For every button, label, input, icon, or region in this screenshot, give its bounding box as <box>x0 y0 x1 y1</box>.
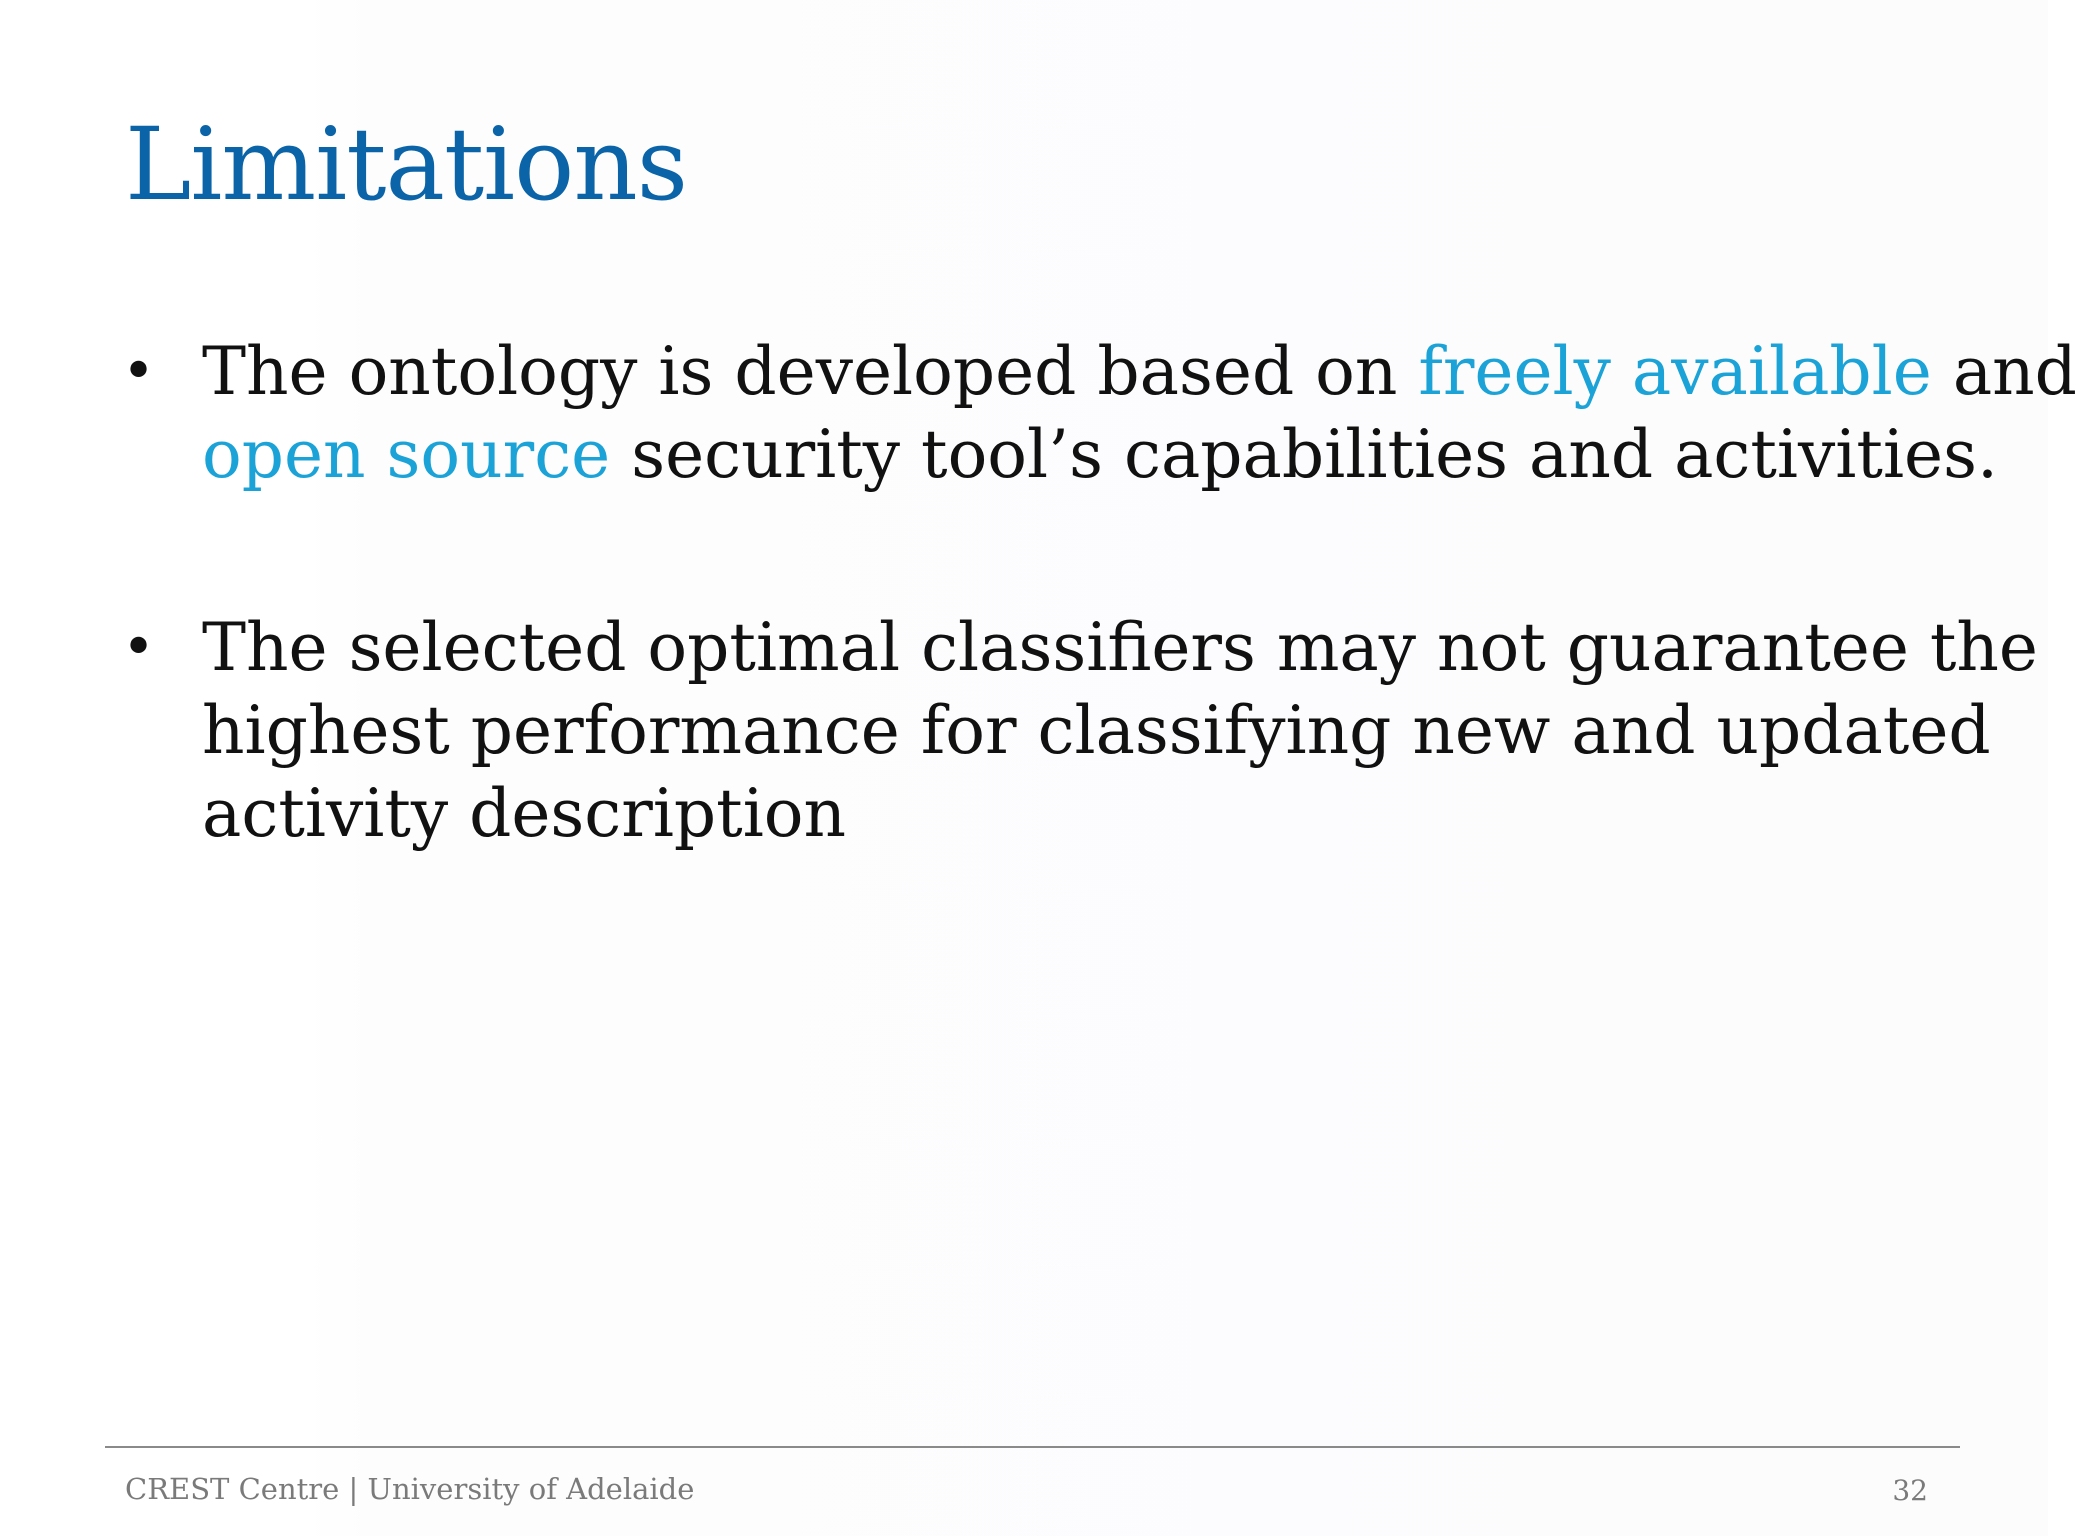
highlight-freely-available: freely available <box>1418 333 1932 410</box>
bullet-item-classifiers <box>118 606 2038 855</box>
highlight-open-source: open source <box>202 416 611 493</box>
bullet-line <box>202 330 2077 413</box>
bullet-line: activity description <box>202 775 847 852</box>
footer-organization: CREST Centre | University of Adelaide <box>125 1472 695 1506</box>
bullet-text: security tool’s capabilities and activities. <box>610 416 1998 493</box>
bullet-line: highest performance for classifying new and updated <box>202 692 1991 769</box>
slide-title: Limitations <box>125 106 688 223</box>
bullet-item-ontology <box>118 330 2077 496</box>
bullet-text: The ontology is developed based on <box>202 333 1419 410</box>
bullet-line: The selected optimal classifiers may not guarantee the <box>202 609 2038 686</box>
bullet-text: and <box>1931 333 2077 410</box>
footer-divider <box>105 1446 1960 1448</box>
page-number: 32 <box>1892 1474 1928 1507</box>
bullet-marker: • <box>122 615 156 680</box>
bullet-marker: • <box>122 339 156 404</box>
bullet-list <box>118 330 2077 965</box>
bullet-line <box>202 413 1998 496</box>
